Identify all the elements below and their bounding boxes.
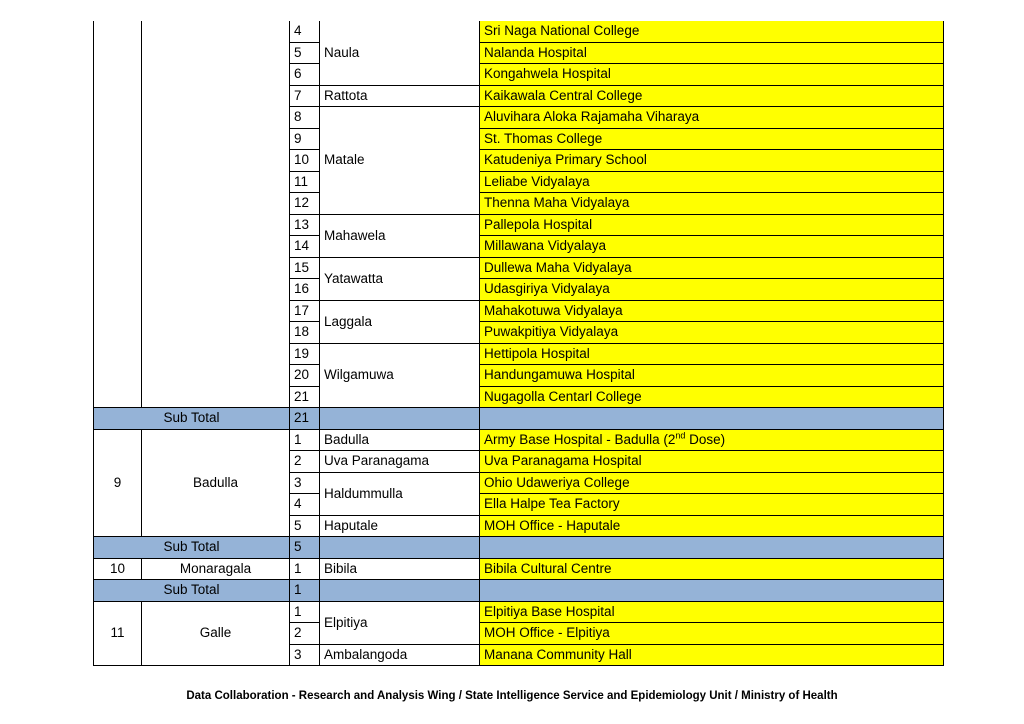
table-row bbox=[94, 601, 944, 623]
row-number: 19 bbox=[290, 343, 320, 365]
vaccination-centre: Udasgiriya Vidyalaya bbox=[480, 279, 944, 301]
row-number: 1 bbox=[290, 601, 320, 623]
table-row bbox=[94, 429, 944, 451]
subtotal-blank bbox=[320, 537, 480, 559]
moh-area: Haputale bbox=[320, 515, 480, 537]
district-name: Monaragala bbox=[142, 558, 290, 580]
table-row bbox=[94, 21, 944, 42]
vaccination-centre: Handungamuwa Hospital bbox=[480, 365, 944, 387]
vaccination-centre: St. Thomas College bbox=[480, 128, 944, 150]
subtotal-blank bbox=[320, 580, 480, 602]
row-number: 18 bbox=[290, 322, 320, 344]
vaccination-centre: Puwakpitiya Vidyalaya bbox=[480, 322, 944, 344]
row-number: 6 bbox=[290, 64, 320, 86]
vaccination-centre: Millawana Vidyalaya bbox=[480, 236, 944, 258]
district-name-cell bbox=[142, 21, 290, 408]
subtotal-count: 5 bbox=[290, 537, 320, 559]
row-number: 12 bbox=[290, 193, 320, 215]
moh-area: Ambalangoda bbox=[320, 644, 480, 666]
row-number: 7 bbox=[290, 85, 320, 107]
vaccination-centre bbox=[480, 429, 944, 451]
page-footer: Data Collaboration - Research and Analysis Wing / State Intelligence Service and Epidemiology Unit / Ministry of Health bbox=[186, 690, 838, 702]
vaccination-centre: Hettipola Hospital bbox=[480, 343, 944, 365]
vaccination-centre: Kongahwela Hospital bbox=[480, 64, 944, 86]
subtotal-label: Sub Total bbox=[94, 580, 290, 602]
vaccination-centre: Sri Naga National College bbox=[480, 21, 944, 42]
moh-area: Elpitiya bbox=[320, 601, 480, 644]
district-name: Galle bbox=[142, 601, 290, 666]
row-number: 3 bbox=[290, 644, 320, 666]
vaccination-centre: Nugagolla Centarl College bbox=[480, 386, 944, 408]
subtotal-row bbox=[94, 408, 944, 430]
row-number: 2 bbox=[290, 623, 320, 645]
vaccination-centres-table bbox=[93, 21, 944, 666]
table-row bbox=[94, 558, 944, 580]
vaccination-centre: Leliabe Vidyalaya bbox=[480, 171, 944, 193]
row-number: 17 bbox=[290, 300, 320, 322]
moh-area: Matale bbox=[320, 107, 480, 215]
vaccination-centre: Uva Paranagama Hospital bbox=[480, 451, 944, 473]
vaccination-centre: Elpitiya Base Hospital bbox=[480, 601, 944, 623]
vaccination-centre: Thenna Maha Vidyalaya bbox=[480, 193, 944, 215]
vaccination-centre: Mahakotuwa Vidyalaya bbox=[480, 300, 944, 322]
district-id: 9 bbox=[94, 429, 142, 537]
row-number: 1 bbox=[290, 429, 320, 451]
vaccination-centre: MOH Office - Elpitiya bbox=[480, 623, 944, 645]
row-number: 15 bbox=[290, 257, 320, 279]
row-number: 16 bbox=[290, 279, 320, 301]
row-number: 20 bbox=[290, 365, 320, 387]
moh-area: Haldummulla bbox=[320, 472, 480, 515]
moh-area: Rattota bbox=[320, 85, 480, 107]
moh-area: Uva Paranagama bbox=[320, 451, 480, 473]
row-number: 2 bbox=[290, 451, 320, 473]
district-name: Badulla bbox=[142, 429, 290, 537]
vaccination-centre: Manana Community Hall bbox=[480, 644, 944, 666]
row-number: 9 bbox=[290, 128, 320, 150]
moh-area: Naula bbox=[320, 21, 480, 85]
row-number: 4 bbox=[290, 494, 320, 516]
subtotal-blank bbox=[320, 408, 480, 430]
row-number: 3 bbox=[290, 472, 320, 494]
subtotal-row bbox=[94, 537, 944, 559]
subtotal-blank bbox=[480, 537, 944, 559]
moh-area: Yatawatta bbox=[320, 257, 480, 300]
row-number: 21 bbox=[290, 386, 320, 408]
subtotal-blank bbox=[480, 408, 944, 430]
subtotal-count: 1 bbox=[290, 580, 320, 602]
row-number: 10 bbox=[290, 150, 320, 172]
centre-text: Army Base Hospital - Badulla (2 bbox=[484, 431, 676, 447]
row-number: 14 bbox=[290, 236, 320, 258]
moh-area: Wilgamuwa bbox=[320, 343, 480, 408]
vaccination-centre: Kaikawala Central College bbox=[480, 85, 944, 107]
subtotal-row bbox=[94, 580, 944, 602]
vaccination-centre: Bibila Cultural Centre bbox=[480, 558, 944, 580]
row-number: 13 bbox=[290, 214, 320, 236]
subtotal-label: Sub Total bbox=[94, 408, 290, 430]
district-id: 10 bbox=[94, 558, 142, 580]
vaccination-centre: Dullewa Maha Vidyalaya bbox=[480, 257, 944, 279]
district-id-cell bbox=[94, 21, 142, 408]
moh-area: Laggala bbox=[320, 300, 480, 343]
vaccination-centre: MOH Office - Haputale bbox=[480, 515, 944, 537]
moh-area: Mahawela bbox=[320, 214, 480, 257]
row-number: 11 bbox=[290, 171, 320, 193]
district-id: 11 bbox=[94, 601, 142, 666]
moh-area: Bibila bbox=[320, 558, 480, 580]
subtotal-blank bbox=[480, 580, 944, 602]
row-number: 5 bbox=[290, 42, 320, 64]
row-number: 5 bbox=[290, 515, 320, 537]
subtotal-count: 21 bbox=[290, 408, 320, 430]
vaccination-centre: Ella Halpe Tea Factory bbox=[480, 494, 944, 516]
vaccination-centre: Pallepola Hospital bbox=[480, 214, 944, 236]
subtotal-label: Sub Total bbox=[94, 537, 290, 559]
moh-area: Badulla bbox=[320, 429, 480, 451]
dose-ordinal-suffix: nd bbox=[675, 430, 686, 441]
row-number: 8 bbox=[290, 107, 320, 129]
vaccination-centre: Aluvihara Aloka Rajamaha Viharaya bbox=[480, 107, 944, 129]
vaccination-centre: Nalanda Hospital bbox=[480, 42, 944, 64]
centre-text-tail: Dose) bbox=[685, 431, 726, 447]
vaccination-centre: Katudeniya Primary School bbox=[480, 150, 944, 172]
row-number: 1 bbox=[290, 558, 320, 580]
vaccination-centre: Ohio Udaweriya College bbox=[480, 472, 944, 494]
row-number: 4 bbox=[290, 21, 320, 42]
